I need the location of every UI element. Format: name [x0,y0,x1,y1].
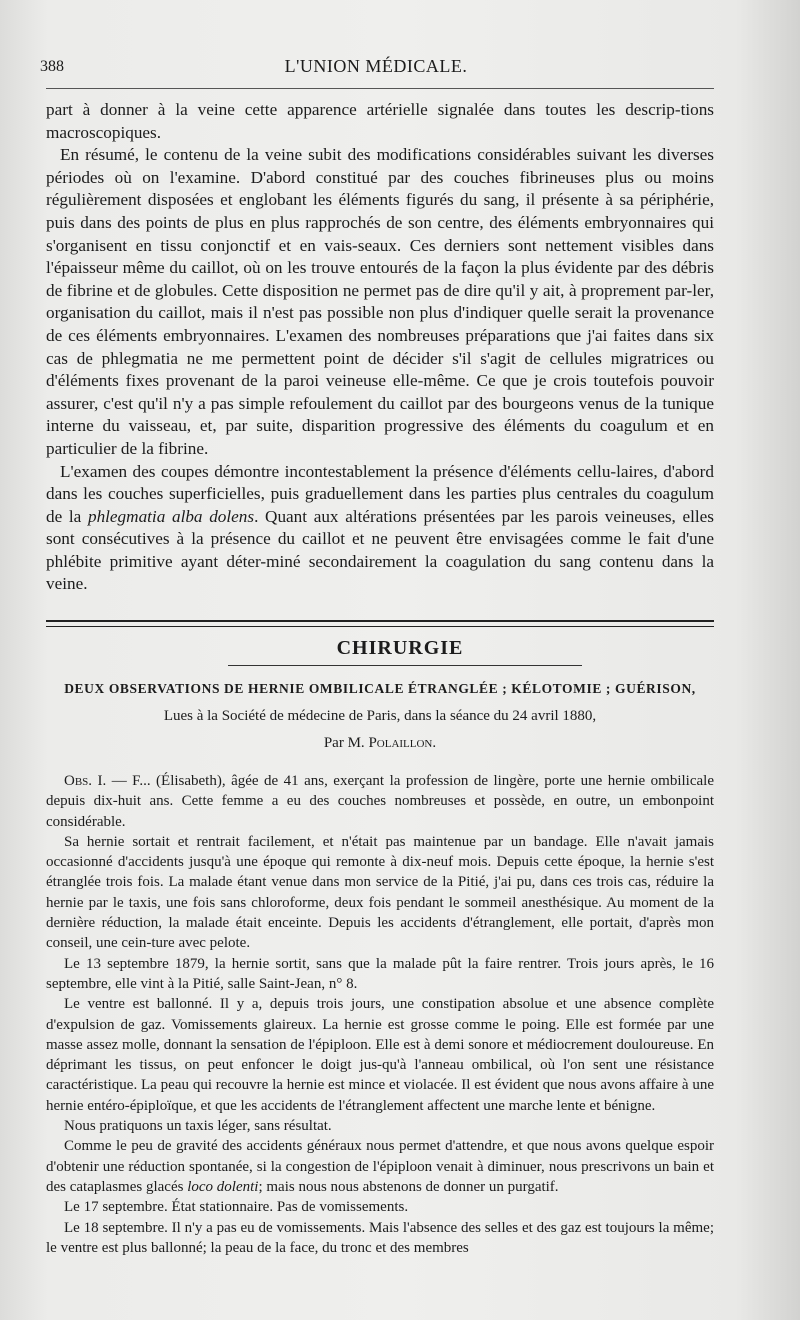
article-title: DEUX OBSERVATIONS DE HERNIE OMBILICALE ÉTRANGLÉE ; KÉLOTOMIE ; GUÉRISON, [64,681,696,696]
italic-term: phlegmatia alba dolens [87,506,255,526]
paragraph-continuation: part à donner à la veine cette apparence artérielle signalée dans toutes les descrip-tions macroscopiques. [46,100,714,142]
section-title: CHIRURGIE [336,637,464,659]
observation-paragraph: Le 13 septembre 1879, la hernie sortit, sans que la malade pût la faire rentrer. Trois jours après, le 16 septembre, elle vint à la Pitié, salle Saint-Jean, n° 8. [46,955,714,992]
observation-paragraph: Sa hernie sortait et rentrait facilement, et n'était pas maintenue par un bandage. Elle n'avait jamais occasionné d'accidents jusqu'à une époque qui remonte à dix-neuf mois. Depuis cette époque, la hernie s'est étranglée trois fois. La malade étant venue dans mon service de la Pitié, j'ai pu, dans ces trois cas, réduire la hernie par le taxis, une fois sans chloroforme, deux fois pendant le sommeil anesthésique. Au moment de la dernière réduction, la malade était enceinte. Depuis les accidents d'étranglement, elle portait, d'après mon conseil, une cein-ture avec pelote. [46,833,714,952]
paragraph-conclusion [46,461,714,597]
observation-paragraph: Le ventre est ballonné. Il y a, depuis trois jours, une constipation absolue et une absence complète d'expulsion de gaz. Vomissements glaireux. La hernie est grosse comme le poing. Elle est formée par une masse assez molle, donnant la sensation de l'épiploon. Elle est à demi sonore et médiocrement douloureuse. En déprimant les tissus, on peut enfoncer le doigt jus-qu'à l'anneau ombilical, où l'on sent une résistance caractéristique. La peau qui recouvre la hernie est mince et violacée. Il est évident que nous avons affaire à une hernie entéro-épiploïque, et que les accidents de l'étranglement affectent une marche lente et bénigne. [46,996,714,1114]
paragraph-summary: En résumé, le contenu de la veine subit des modifications considérables suivant les diverses périodes où on l'examine. D'abord constitué par des couches fibrineuses plus ou moins régulièrement disposées et englobant les éléments figurés du sang, il présente à sa périphérie, puis dans des points de plus en plus rapprochés de son centre, des éléments embryonnaires qui s'organisent en tissu conjonctif et en vais-seaux. Ces derniers sont nettement visibles dans l'épaisseur même du caillot, où on les trouve entourés de la façon la plus évidente par des débris de fibrine et de globules. Cette disposition ne permet pas de dire qu'il y ait, à proprement par-ler, organisation du caillot, mais il n'est pas possible non plus d'indiquer quelle serait la provenance de ces éléments embryonnaires. L'examen des nombreuses préparations que j'ai faites dans six cas de phlegmatia ne me permettent point de décider s'il s'agit de cellules migratrices ou d'éléments fixes provenant de la paroi veineuse elle-même. Ce que je crois toutefois pouvoir assurer, c'est qu'il n'y a pas simple refoulement du caillot par des bourgeons venus de la tunique interne du vaisseau, et, par suite, disparition progressive des éléments du coagulum et en particulier de la fibrine. [46,145,714,458]
text-run: — F... (Élisabeth), âgée de 41 ans, exerçant la profession de lingère, porte une hernie ombilicale depuis dix-huit ans. Cette femme a eu des couches nombreuses et possède, en outre, un embonpoint considérable. [46,773,714,830]
byline-author: Polaillon. [368,735,437,751]
section-title-rule [228,665,582,666]
page-number: 388 [40,58,64,75]
header-rule [46,88,714,89]
observation-block [46,771,714,1258]
top-text-block [46,99,714,596]
section-divider [46,620,714,627]
observation-paragraph: Le 17 septembre. État stationnaire. Pas de vomissements. [64,1199,409,1216]
observation-intro [46,771,714,832]
byline-prefix: Par M. [323,735,369,751]
text-run: ; mais nous nous abstenons de donner un purgatif. [258,1178,559,1195]
text-run: L'examen des coupes démontre incontestablement la présence d'éléments cellu-laires, d'abord dans les couches superficielles, puis graduellement dans les parties plus centrales du coagulum de la [46,461,714,526]
observation-paragraph: Le 18 septembre. Il n'y a pas eu de vomissements. Mais l'absence des selles et des gaz est toujours la même; le ventre est plus ballonné; la peau de la face, du tronc et des membres [46,1219,714,1256]
observation-paragraph: Nous pratiquons un taxis léger, sans résultat. [64,1118,332,1135]
page-header [40,54,712,84]
observation-paragraph [46,1136,714,1197]
article-read-at: Lues à la Société de médecine de Paris, dans la séance du 24 avril 1880, [163,708,597,724]
observation-label: Obs. I. [64,773,107,789]
text-run: Comme le peu de gravité des accidents généraux nous permet d'attendre, et que nous avons quelque espoir d'obtenir une réduction spontanée, si la congestion de l'épiploon venait à diminuer, nous prescrivons un bain et des cataplasmes glacés [46,1138,714,1195]
text-run: . Quant aux altérations présentées par les parois veineuses, elles sont consécutives à la présence du caillot et ne peuvent être envisagées comme le fait d'une phlébite primitive ayant déter-miné secondairement la coagulation du sang contenu dans la veine. [46,506,714,594]
italic-term: loco dolenti [187,1178,259,1195]
running-title: L'UNION MÉDICALE. [284,56,468,76]
article-byline [46,735,714,752]
